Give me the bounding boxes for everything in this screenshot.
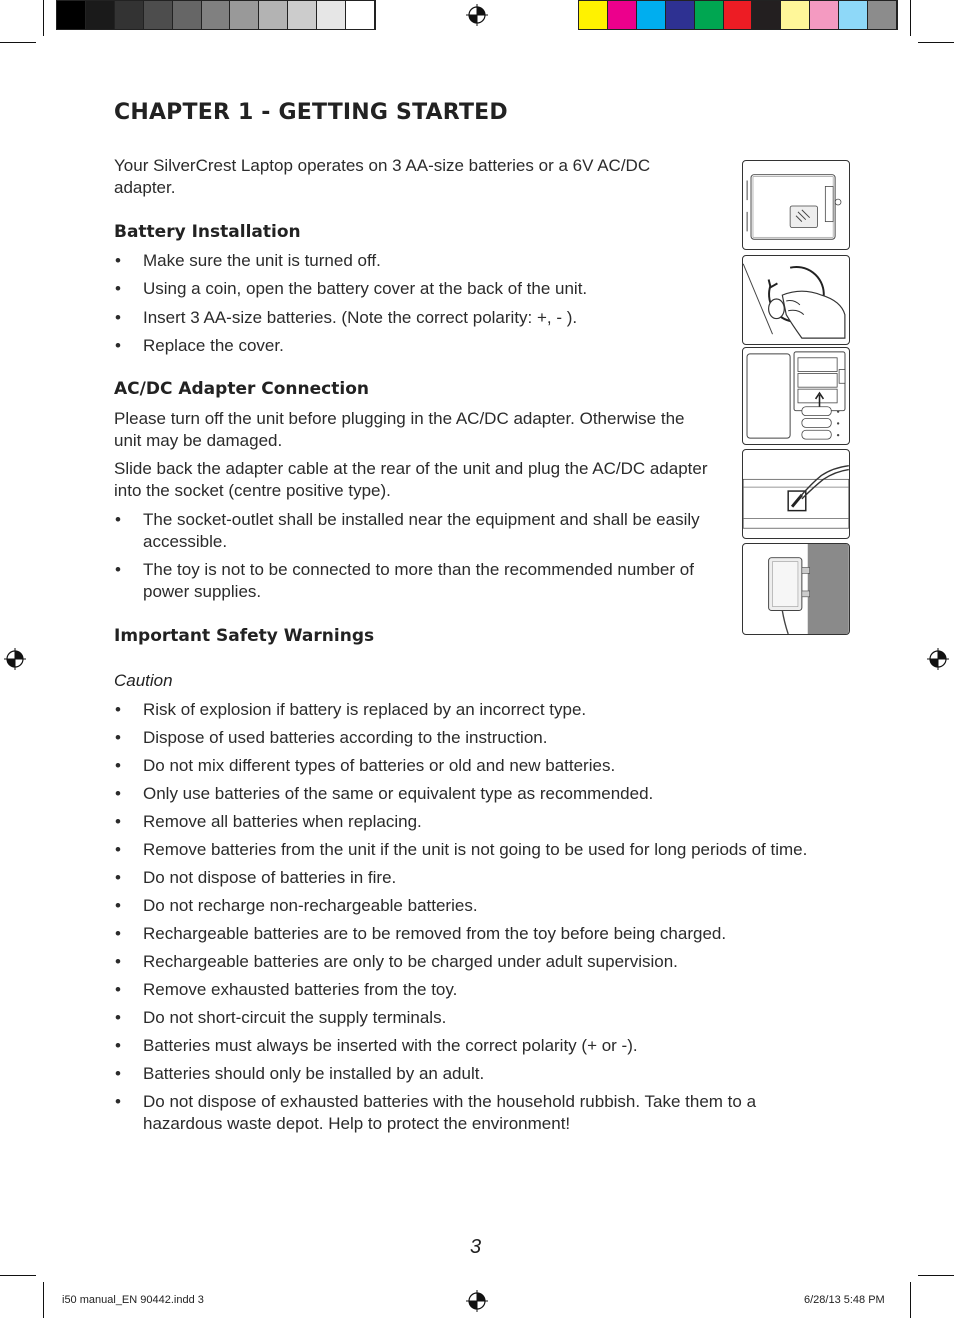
adapter-paragraph-2: Slide back the adapter cable at the rear of the unit and plug the AC/DC adapter into the socket (centre positive type). (114, 459, 708, 500)
list-item: • Rechargeable batteries are to be removed from the toy before being charged. (114, 923, 824, 945)
color-swatch (57, 1, 86, 29)
color-swatch (608, 1, 637, 29)
list-item: • The toy is not to be connected to more than the recommended number of power supplies. (114, 559, 714, 603)
caution-label: Caution (114, 671, 173, 690)
color-swatch (259, 1, 288, 29)
list-item: • Replace the cover. (114, 335, 714, 357)
list-item: • Rechargeable batteries are only to be charged under adult supervision. (114, 951, 824, 973)
page-number: 3 (470, 1236, 482, 1258)
color-swatch (86, 1, 115, 29)
color-swatch (810, 1, 839, 29)
chapter-title: CHAPTER 1 - GETTING STARTED (114, 100, 508, 125)
color-swatch (115, 1, 144, 29)
process-color-bar (578, 0, 898, 30)
color-swatch (317, 1, 346, 29)
color-swatch (144, 1, 173, 29)
list-item: • Batteries should only be installed by an adult. (114, 1063, 824, 1085)
list-item: • Make sure the unit is turned off. (114, 250, 714, 272)
list-item: • Do not dispose of batteries in fire. (114, 867, 824, 889)
color-swatch (637, 1, 666, 29)
adapter-list (114, 509, 714, 603)
adapter-cable-icon (742, 449, 850, 539)
color-swatch (724, 1, 753, 29)
list-item: • Using a coin, open the battery cover at the back of the unit. (114, 278, 714, 300)
color-swatch (288, 1, 317, 29)
list-item: • Risk of explosion if battery is replaced by an incorrect type. (114, 699, 824, 721)
crosshair-registration-icon (466, 1290, 488, 1312)
list-item: • Do not short-circuit the supply terminals. (114, 1007, 824, 1029)
list-item: • The socket-outlet shall be installed near the equipment and shall be easily accessible. (114, 509, 714, 553)
list-item: • Insert 3 AA-size batteries. (Note the correct polarity: +, - ). (114, 307, 714, 329)
battery-heading: Battery Installation (114, 222, 301, 242)
color-swatch (666, 1, 695, 29)
slug-timestamp: 6/28/13 5:48 PM (804, 1294, 885, 1306)
power-adapter-icon (742, 543, 850, 635)
coin-opening-icon (742, 255, 850, 345)
list-item: • Do not recharge non-rechargeable batteries. (114, 895, 824, 917)
color-swatch (230, 1, 259, 29)
list-item: • Dispose of used batteries according to the instruction. (114, 727, 824, 749)
color-swatch (781, 1, 810, 29)
color-swatch (173, 1, 202, 29)
color-swatch (346, 1, 375, 29)
adapter-paragraph-1: Please turn off the unit before plugging in the AC/DC adapter. Otherwise the unit may be damaged. (114, 409, 685, 450)
color-swatch (752, 1, 781, 29)
crosshair-registration-icon (927, 648, 949, 670)
list-item: • Do not mix different types of batteries or old and new batteries. (114, 755, 824, 777)
intro-paragraph: Your SilverCrest Laptop operates on 3 AA-size batteries or a 6V AC/DC adapter. (114, 156, 651, 197)
list-item: • Batteries must always be inserted with the correct polarity (+ or -). (114, 1035, 824, 1057)
color-swatch (839, 1, 868, 29)
color-swatch (202, 1, 231, 29)
safety-list (114, 699, 824, 1141)
safety-heading: Important Safety Warnings (114, 626, 375, 646)
slug-filename: i50 manual_EN 90442.indd 3 (62, 1294, 204, 1306)
grayscale-color-bar (56, 0, 376, 30)
battery-list (114, 250, 714, 357)
list-item: • Only use batteries of the same or equivalent type as recommended. (114, 783, 824, 805)
battery-cover-icon (742, 160, 850, 250)
list-item: • Remove batteries from the unit if the unit is not going to be used for long periods of time. (114, 839, 824, 861)
color-swatch (579, 1, 608, 29)
adapter-heading: AC/DC Adapter Connection (114, 379, 369, 399)
crosshair-registration-icon (4, 648, 26, 670)
battery-insert-icon (742, 347, 850, 445)
crosshair-registration-icon (466, 4, 488, 26)
color-swatch (868, 1, 897, 29)
list-item: • Do not dispose of exhausted batteries with the household rubbish. Take them to a hazardous waste depot. Help to protect the environment! (114, 1091, 824, 1135)
list-item: • Remove all batteries when replacing. (114, 811, 824, 833)
list-item: • Remove exhausted batteries from the toy. (114, 979, 824, 1001)
color-swatch (695, 1, 724, 29)
